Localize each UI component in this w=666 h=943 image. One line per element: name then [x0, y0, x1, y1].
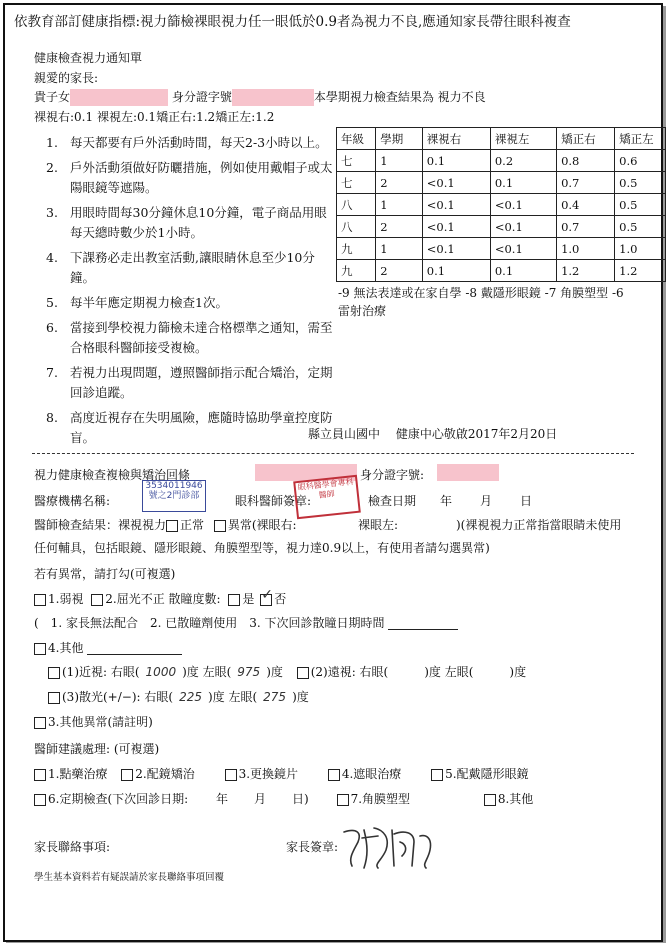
header-guideline: 依教育部訂健康指標:視力篩檢裸眼視力任一眼低於0.9者為視力不良,應通知家長帶往眼科複查	[14, 14, 571, 30]
adv4-checkbox[interactable]	[328, 769, 340, 781]
if-abnormal-label: 若有異常，請打勾(可複選)	[34, 567, 176, 581]
vision-record-table	[336, 127, 666, 282]
dilate-yes-checkbox[interactable]	[228, 594, 240, 606]
tip-item: 4. 下課務必走出教室活動,讓眼睛休息至少10分鐘。	[46, 250, 315, 285]
advice-row-2: 6.定期檢查(下次回診日期: 年 月 日) 7.角膜塑型 8.其他	[34, 790, 533, 807]
dilate-checkbox[interactable]	[91, 594, 103, 606]
adv3-checkbox[interactable]	[225, 769, 237, 781]
left-eye-label: 裸眼左:	[358, 518, 399, 532]
other-abnormal-checkbox[interactable]	[34, 717, 46, 729]
table-row: 八 2 <0.1 <0.1 0.7 0.5	[337, 216, 666, 238]
tip-item: 8. 高度近視存在失明風險，應隨時協助學童控度防盲。	[46, 410, 333, 445]
redacted-id	[232, 89, 314, 106]
greeting: 親愛的家長:	[34, 71, 99, 85]
astig-checkbox[interactable]	[48, 692, 60, 704]
myopia-right-value: 1000	[145, 665, 177, 679]
myopia-checkbox[interactable]	[48, 667, 60, 679]
other-checkbox[interactable]	[34, 643, 46, 655]
parent-signature-icon	[338, 820, 438, 872]
adv2-checkbox[interactable]	[121, 769, 133, 781]
opt-row-sub: ( 1. 家長無法配合 2. 已散瞳劑使用 3. 下次回診散瞳日期時間	[34, 614, 458, 631]
table-row: 九 2 0.1 0.1 1.2 1.2	[337, 260, 666, 282]
table-note: -9 無法表達或在家自學 -8 戴隱形眼鏡 -7 角膜塑型 -6雷射治療	[338, 286, 624, 318]
clinic-stamp: 3534011946 號之2門診部	[142, 480, 206, 512]
result-line: 醫師檢查結果：裸視視力 正常 異常(裸眼右:	[34, 518, 297, 532]
reply-id-label: 身分證字號:	[360, 468, 425, 482]
health-tips-list	[46, 133, 336, 453]
tip-item: 7. 若視力出現問題，遵照醫師指示配合矯治，定期回診追蹤。	[46, 365, 333, 400]
adv5-checkbox[interactable]	[431, 769, 443, 781]
revisit-date-field[interactable]	[388, 617, 458, 630]
tip-item: 1. 每天都要有戶外活動時間，每天2-3小時以上。	[46, 135, 328, 150]
exam-day: 日	[520, 494, 533, 508]
weak-checkbox[interactable]	[34, 594, 46, 606]
doctor-red-stamp: 眼科醫學會專科醫師	[293, 475, 361, 519]
dilate-no-checkbox-checked[interactable]	[260, 586, 273, 606]
redacted-id-reply	[437, 464, 499, 481]
tip-item: 2. 戶外活動須做好防曬措施，例如使用戴帽子或太陽眼鏡等遮陽。	[46, 160, 333, 195]
astig-left-value: 275	[263, 690, 287, 704]
adv7-checkbox[interactable]	[337, 794, 349, 806]
parent-sign-label: 家長簽章:	[286, 840, 339, 854]
reply-title: 視力健康檢查複檢與矯治回條	[34, 468, 191, 482]
footer-note: 學生基本資料若有疑誤請於家長聯絡事項回覆	[34, 872, 225, 883]
exam-date-label: 檢查日期	[368, 494, 417, 508]
table-row: 九 1 <0.1 <0.1 1.0 1.0	[337, 238, 666, 260]
myopia-left-value: 975	[237, 665, 261, 679]
result-note: )(裸視視力正常指當眼睛未使用	[456, 518, 622, 532]
other-abnormal-row: 3.其他異常(請註明)	[34, 713, 153, 730]
adv1-checkbox[interactable]	[34, 769, 46, 781]
opt-row-other: 4.其他	[34, 639, 182, 656]
result-note-2: 任何輔具，包括眼鏡、隱形眼鏡、角膜塑型等，視力達0.9以上，有使用者請勾選異常)	[34, 541, 490, 555]
adv6-checkbox[interactable]	[34, 794, 46, 806]
astig-right-value: 225	[179, 690, 202, 704]
myopia-row: (1)近視: 右眼( 1000 )度 左眼( 975 )度 (2)遠視: 右眼( )度 左眼( )度	[48, 663, 526, 680]
child-line	[34, 88, 486, 106]
adv8-checkbox[interactable]	[484, 794, 496, 806]
cut-line	[32, 453, 634, 454]
id-label: 身分證字號	[171, 90, 232, 104]
child-prefix: 貴子女	[34, 90, 71, 104]
hyperopia-checkbox[interactable]	[297, 667, 309, 679]
advice-label: 醫師建議處理: (可複選)	[34, 742, 160, 756]
check-mark-icon: ✓	[261, 586, 273, 603]
institution-label: 醫療機構名稱:	[34, 494, 111, 508]
table-row: 七 1 0.1 0.2 0.8 0.6	[337, 150, 666, 172]
result-text: 本學期視力檢查結果為 視力不良	[313, 90, 486, 104]
redacted-name	[70, 89, 168, 106]
table-row: 八 1 <0.1 <0.1 0.4 0.5	[337, 194, 666, 216]
exam-month: 月	[480, 494, 493, 508]
tip-item: 5. 每半年應定期視力檢查1次。	[46, 295, 228, 310]
table-row: 七 2 <0.1 0.1 0.7 0.5	[337, 172, 666, 194]
normal-checkbox[interactable]	[166, 520, 178, 532]
exam-year: 年	[440, 494, 453, 508]
doctor-sign-label: 眼科醫師簽章:	[235, 494, 312, 508]
tip-item: 6. 當接到學校視力篩檢未達合格標準之通知，需至合格眼科醫師接受複檢。	[46, 320, 333, 355]
parent-contact-label: 家長聯絡事項:	[34, 840, 111, 854]
astig-row: (3)散光(+/−): 右眼( 225 )度 左眼( 275 )度	[48, 688, 309, 705]
opt-row-1: 1.弱視 2.屈光不正 散瞳度數: 是 ✓ 否	[34, 590, 286, 607]
table-header-row: 年級 學期 裸視右 裸視左 矯正右 矯正左	[337, 128, 666, 150]
vision-summary: 裸視右:0.1 裸視左:0.1矯正右:1.2矯正左:1.2	[34, 110, 275, 124]
signoff: 縣立員山國中 健康中心敬啟2017年2月20日	[308, 427, 558, 441]
tip-item: 3. 用眼時間每30分鐘休息10分鐘，電子商品用眼每天總時數少於1小時。	[46, 205, 327, 240]
other-field[interactable]	[87, 642, 182, 655]
abnormal-checkbox[interactable]	[214, 520, 226, 532]
notice-title: 健康檢查視力通知單	[34, 51, 143, 65]
advice-row-1: 1.點藥治療 2.配鏡矯治 3.更換鏡片 4.遮眼治療 5.配戴隱形眼鏡	[34, 765, 529, 782]
